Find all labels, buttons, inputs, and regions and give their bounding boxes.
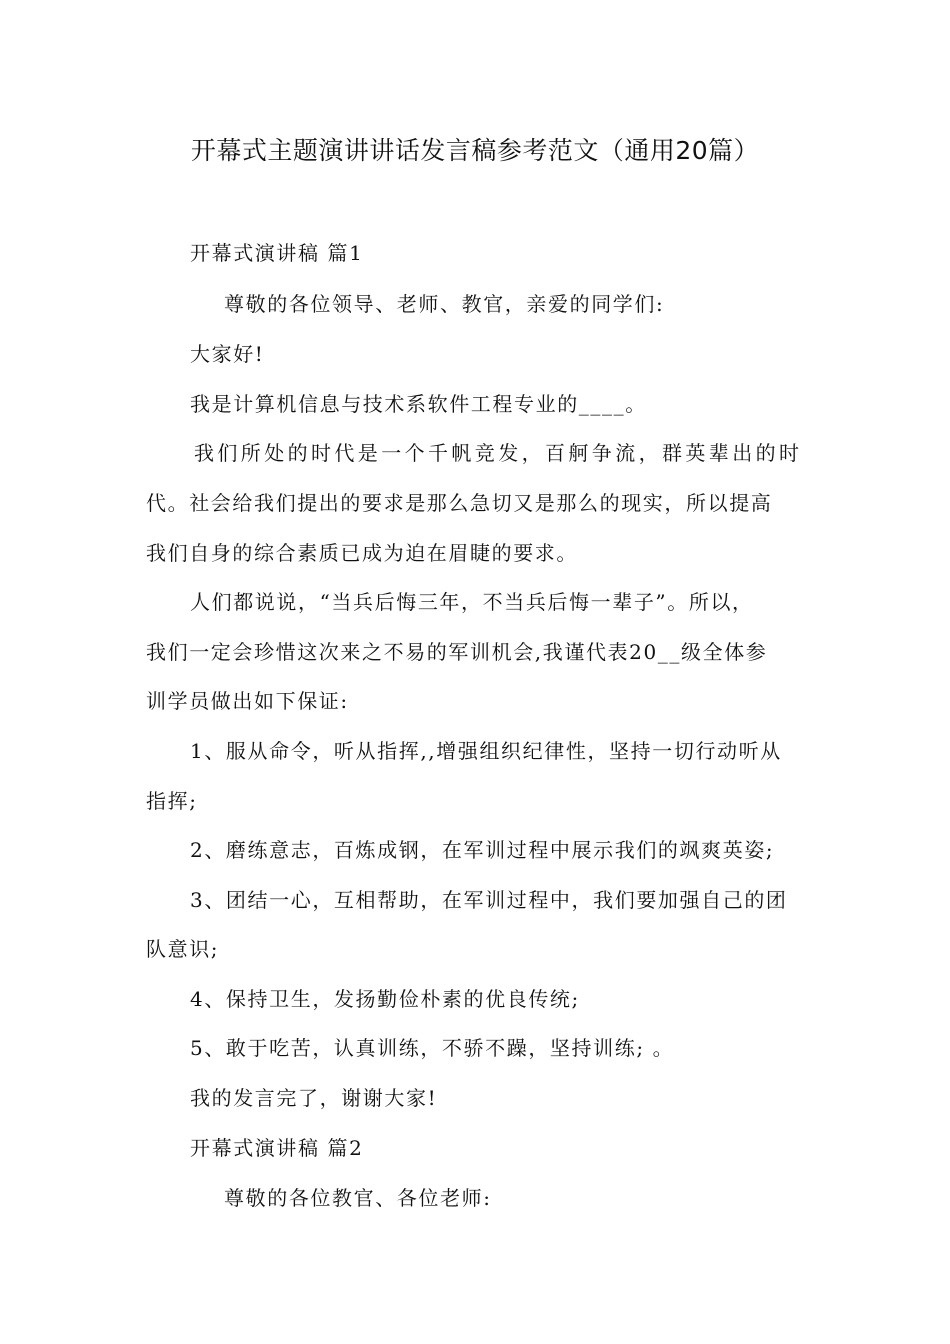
salutation: 尊敬的各位教官、各位老师: (224, 1186, 492, 1210)
list-item: 5、敢于吃苦，认真训练，不骄不躁，坚持训练; 。 (190, 1036, 675, 1060)
paragraph-line: 我们自身的综合素质已成为迫在眉睫的要求。 (146, 541, 578, 565)
paragraph-line: 人们都说说，“当兵后悔三年，不当兵后悔一辈子”。所以， (190, 590, 754, 614)
document-title: 开幕式主题演讲讲话发言稿参考范文（通用20篇） (190, 136, 760, 165)
list-item: 4、保持卫生，发扬勤俭朴素的优良传统; (190, 987, 580, 1011)
paragraph-line: 我们一定会珍惜这次来之不易的军训机会,我谨代表20__级全体参 (146, 640, 768, 664)
list-item: 3、团结一心，互相帮助，在军训过程中，我们要加强自己的团 (190, 888, 788, 912)
list-item: 1、服从命令，听从指挥,,增强组织纪律性，坚持一切行动听从 (190, 739, 782, 763)
greeting: 大家好! (190, 342, 265, 366)
paragraph-line: 代。社会给我们提出的要求是那么急切又是那么的现实，所以提高 (146, 491, 773, 515)
section-heading-1: 开幕式演讲稿 篇1 (190, 241, 364, 265)
section-heading-2: 开幕式演讲稿 篇2 (190, 1136, 364, 1160)
paragraph-line: 我们所处的时代是一个千帆竞发，百舸争流，群英辈出的时 (194, 441, 803, 465)
paragraph-line: 训学员做出如下保证: (146, 689, 349, 713)
list-item-continuation: 队意识; (146, 937, 220, 961)
salutation: 尊敬的各位领导、老师、教官，亲爱的同学们: (224, 292, 665, 316)
list-item: 2、磨练意志，百炼成钢，在军训过程中展示我们的飒爽英姿; (190, 838, 775, 862)
paragraph-line: 我是计算机信息与技术系软件工程专业的____。 (190, 392, 647, 416)
list-item-continuation: 指挥; (146, 789, 198, 813)
closing-line: 我的发言完了，谢谢大家! (190, 1086, 438, 1110)
